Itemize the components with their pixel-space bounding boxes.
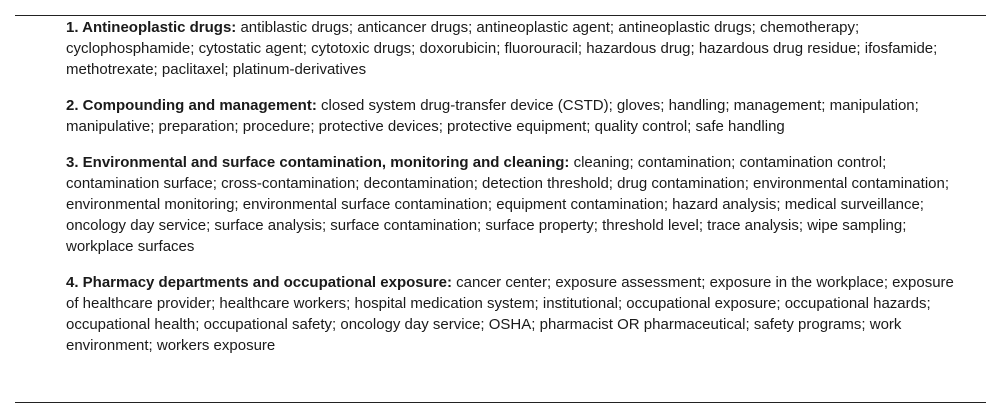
keyword-group-heading: 1. Antineoplastic drugs:: [66, 19, 237, 36]
keyword-group-terms: closed system drug-transfer device (CSTD); gloves; handling; management; manipulation; manipulative; preparation; procedure; protective devices; protective equipment; quality control; safe handling: [66, 97, 919, 135]
keyword-group-antineoplastic-drugs: [66, 17, 966, 80]
keyword-group-compounding-management: [66, 95, 966, 137]
keyword-group-heading: 3. Environmental and surface contamination, monitoring and cleaning:: [66, 154, 570, 171]
top-table-rule: [15, 15, 986, 16]
keyword-group-heading: 2. Compounding and management:: [66, 97, 317, 114]
keyword-group-terms: antiblastic drugs; anticancer drugs; antineoplastic agent; antineoplastic drugs; chemotherapy; cyclophosphamide; cytostatic agent; cytotoxic drugs; doxorubicin; fluorouracil; hazardous drug; hazardous drug residue; ifosfamide; methotrexate; paclitaxel; platinum-derivatives: [66, 19, 938, 78]
keyword-group-terms: cleaning; contamination; contamination control; contamination surface; cross-contamination; decontamination; detection threshold; drug contamination; environmental contamination; environmental monitoring; environmental surface contamination; equipment contamination; hazard analysis; medical surveillance; oncology day service; surface analysis; surface contamination; surface property; threshold level; trace analysis; wipe sampling; workplace surfaces: [66, 154, 950, 255]
keyword-group-environmental-contamination: [66, 152, 966, 257]
keyword-group-terms: cancer center; exposure assessment; exposure in the workplace; exposure of healthcare provider; healthcare workers; hospital medication system; institutional; occupational exposure; occupational hazards; occupational health; occupational safety; oncology day service; OSHA; pharmacist OR pharmaceutical; safety programs; work environment; workers exposure: [66, 274, 954, 354]
keyword-table: [66, 17, 966, 371]
keyword-group-heading: 4. Pharmacy departments and occupational exposure:: [66, 274, 452, 291]
keyword-group-pharmacy-occupational-exposure: [66, 272, 966, 356]
bottom-table-rule: [15, 402, 986, 403]
